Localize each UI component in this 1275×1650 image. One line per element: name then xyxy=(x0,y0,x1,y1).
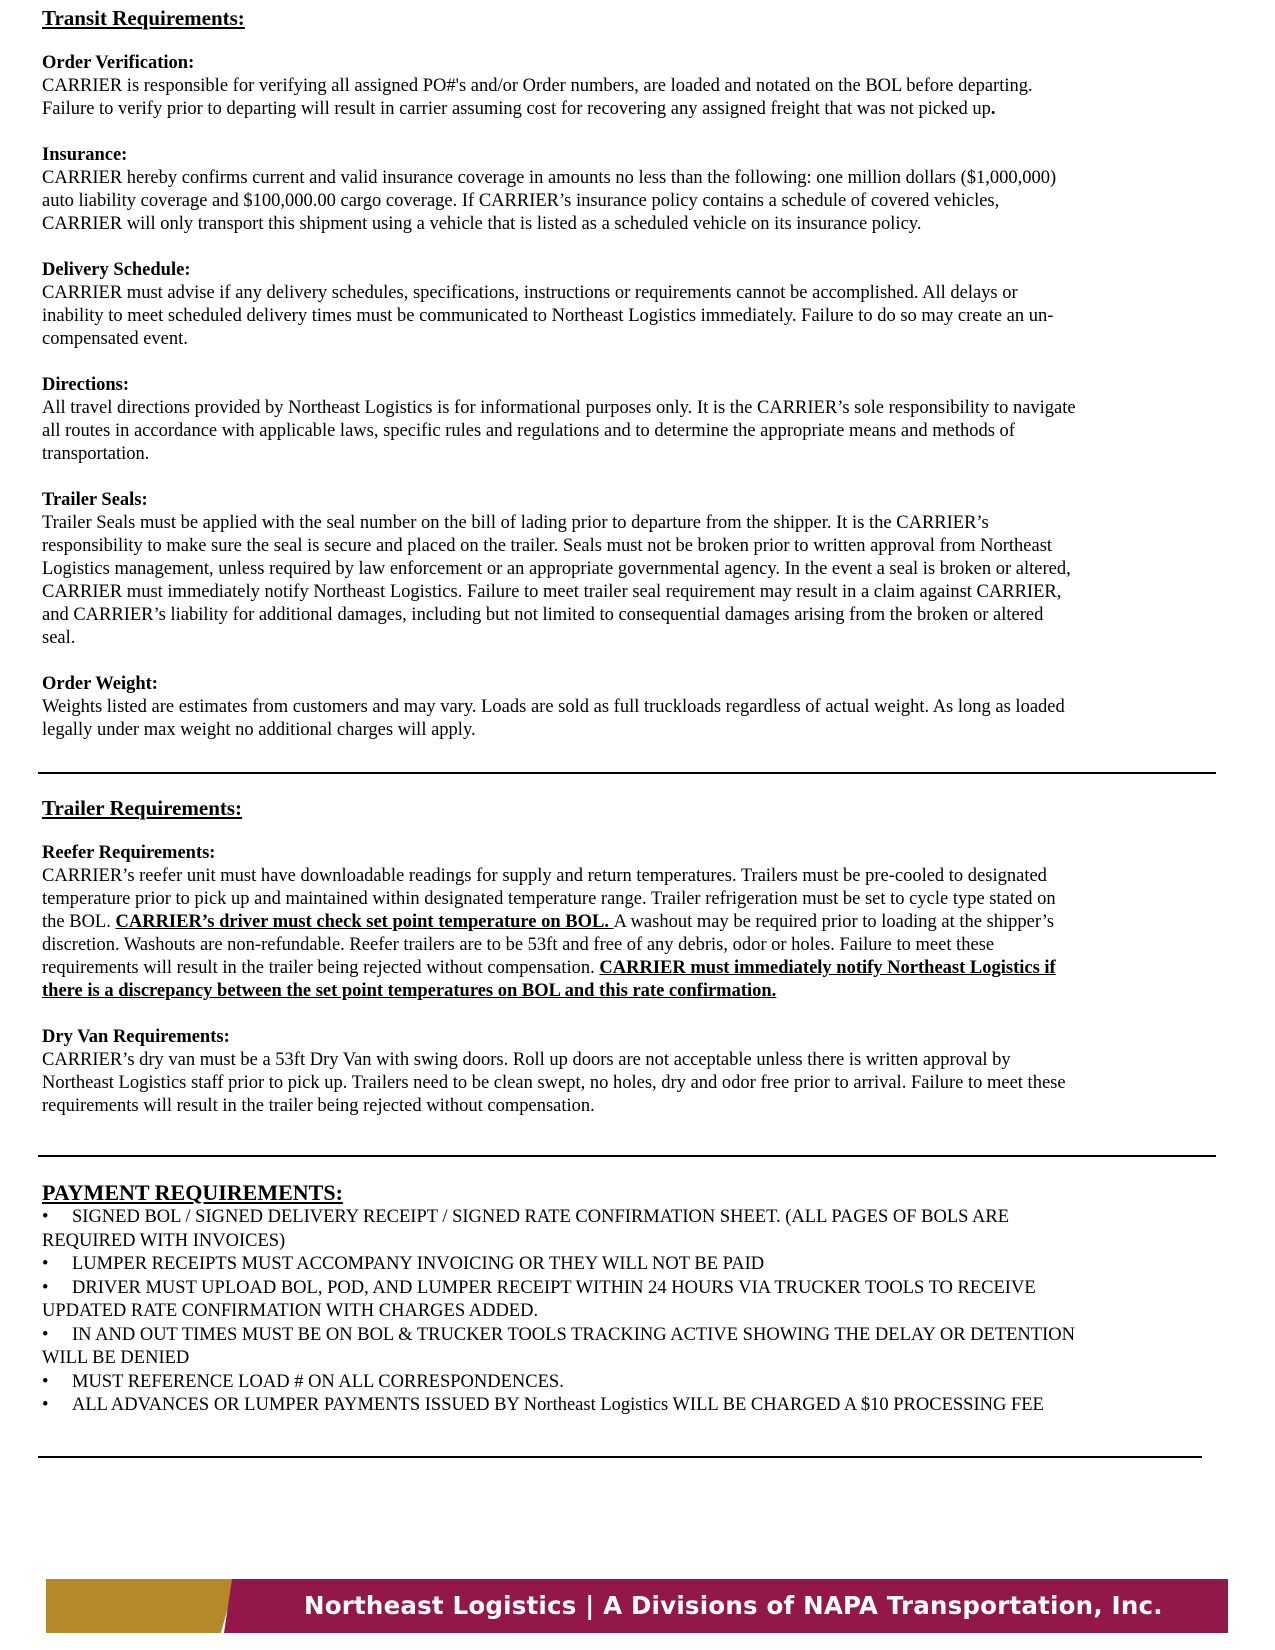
reefer-emphasis: CARRIER must immediately notify Northeast Logistics if xyxy=(599,958,1056,978)
payment-item-text: MUST REFERENCE LOAD # ON ALL CORRESPONDENCES. xyxy=(72,1371,564,1392)
insurance-text xyxy=(42,167,1222,236)
insurance-line: CARRIER will only transport this shipment using a vehicle that is listed as a scheduled vehicle on its insurance policy. xyxy=(42,214,922,234)
reefer-text xyxy=(42,865,1222,1003)
payment-title xyxy=(42,1180,1222,1206)
payment-item xyxy=(42,1394,1222,1418)
bullet-icon: • xyxy=(42,1324,49,1345)
payment-title-text: PAYMENT REQUIREMENTS xyxy=(42,1180,336,1205)
trailer-seals-line: seal. xyxy=(42,628,76,648)
transit-section xyxy=(42,6,1222,742)
directions-line: all routes in accordance with applicable laws, specific rules and regulations and to determine the appropriate means and methods of xyxy=(42,421,1015,441)
section-divider xyxy=(38,1155,1216,1157)
payment-item xyxy=(42,1206,1222,1253)
order-verification-line: Failure to verify prior to departing will result in carrier assuming cost for recovering any assigned freight that was not picked up xyxy=(42,99,991,119)
payment-item xyxy=(42,1253,1222,1277)
trailer-seals-line: Logistics management, unless required by law enforcement or an appropriate governmental agency. In the event a seal is broken or altered, xyxy=(42,559,1071,579)
payment-item-text: WILL BE DENIED xyxy=(42,1348,190,1368)
reefer-heading: Reefer Requirements: xyxy=(42,843,216,863)
dry-van-line: Northeast Logistics staff prior to pick up. Trailers need to be clean swept, no holes, dry and odor free prior to arrival. Failure to meet these xyxy=(42,1073,1066,1093)
payment-item-text: LUMPER RECEIPTS MUST ACCOMPANY INVOICING OR THEY WILL NOT BE PAID xyxy=(72,1254,765,1274)
delivery-schedule-line: CARRIER must advise if any delivery schedules, specifications, instructions or requirements cannot be accomplished. All delays or xyxy=(42,283,1018,303)
insurance-line: CARRIER hereby confirms current and valid insurance coverage in amounts no less than the following: one million dollars ($1,000,000) xyxy=(42,168,1057,188)
payment-item xyxy=(42,1371,1222,1395)
payment-list xyxy=(42,1206,1222,1418)
bullet-icon: • xyxy=(42,1207,49,1227)
trailer-seals-line: Trailer Seals must be applied with the seal number on the bill of lading prior to departure from the shipper. It is the CARRIER’s xyxy=(42,513,989,533)
trailer-seals-line: responsibility to make sure the seal is secure and placed on the trailer. Seals must not be broken prior to written approval from Northeast xyxy=(42,536,1053,556)
payment-item-text: SIGNED BOL / SIGNED DELIVERY RECEIPT / SIGNED RATE CONFIRMATION SHEET. (ALL PAGES OF BOLS ARE xyxy=(72,1207,1010,1227)
insurance-heading: Insurance: xyxy=(42,145,128,165)
section-divider xyxy=(38,772,1216,774)
payment-item-text: UPDATED RATE CONFIRMATION WITH CHARGES ADDED. xyxy=(42,1301,539,1321)
order-weight-text xyxy=(42,696,1222,742)
bullet-icon: • xyxy=(42,1254,49,1274)
trailer-seals-line: CARRIER must immediately notify Northeast Logistics. Failure to meet trailer seal requirement may result in a claim against CARRIER, xyxy=(42,582,1062,602)
footer-gold-stripe xyxy=(46,1579,236,1633)
payment-item-text: DRIVER MUST UPLOAD BOL, POD, AND LUMPER RECEIPT WITHIN 24 HOURS VIA TRUCKER TOOLS TO RECEIVE xyxy=(72,1277,1036,1298)
reefer-emphasis: there is a discrepancy between the set point temperatures on BOL and this rate confirmation. xyxy=(42,981,777,1001)
order-weight-line: legally under max weight no additional charges will apply. xyxy=(42,720,476,740)
payment-title-colon: : xyxy=(335,1180,343,1205)
payment-item-text: REQUIRED WITH INVOICES) xyxy=(42,1230,286,1251)
dry-van-heading: Dry Van Requirements: xyxy=(42,1027,230,1047)
directions-line: transportation. xyxy=(42,444,150,464)
insurance-line: auto liability coverage and $100,000.00 cargo coverage. If CARRIER’s insurance policy contains a schedule of covered vehicles, xyxy=(42,191,1000,211)
reefer-line: the BOL. xyxy=(42,912,116,932)
dry-van-line: CARRIER’s dry van must be a 53ft Dry Van with swing doors. Roll up doors are not acceptable unless there is written approval by xyxy=(42,1050,1011,1070)
transit-title: Transit Requirements: xyxy=(42,6,245,30)
reefer-line: CARRIER’s reefer unit must have downloadable readings for supply and return temperatures. Trailers must be pre-cooled to designated xyxy=(42,866,1047,886)
payment-item xyxy=(42,1324,1222,1371)
trailer-seals-line: and CARRIER’s liability for additional damages, including but not limited to consequential damages arising from the broken or altered xyxy=(42,605,1044,625)
directions-heading: Directions: xyxy=(42,375,129,395)
trailer-seals-heading: Trailer Seals: xyxy=(42,490,148,510)
payment-item-text: ALL ADVANCES OR LUMPER PAYMENTS ISSUED BY Northeast Logistics WILL BE CHARGED A $10 PROCESSING FEE xyxy=(72,1395,1044,1415)
dry-van-line: requirements will result in the trailer being rejected without compensation. xyxy=(42,1096,595,1116)
directions-line: All travel directions provided by Northeast Logistics is for informational purposes only. It is the CARRIER’s sole responsibility to navigate xyxy=(42,398,1076,418)
order-verification-text xyxy=(42,75,1222,121)
payment-section xyxy=(42,1180,1222,1418)
trailer-section xyxy=(42,796,1222,1118)
payment-item xyxy=(42,1277,1222,1324)
order-weight-heading: Order Weight: xyxy=(42,674,158,694)
reefer-line: discretion. Washouts are non-refundable. Reefer trailers are to be 53ft and free of any debris, odor or holes. Failure to meet these xyxy=(42,935,995,955)
order-verification-heading: Order Verification: xyxy=(42,53,195,73)
directions-text xyxy=(42,397,1222,466)
payment-item-text: IN AND OUT TIMES MUST BE ON BOL & TRUCKER TOOLS TRACKING ACTIVE SHOWING THE DELAY OR DETENTION xyxy=(72,1324,1075,1345)
footer-text: Northeast Logistics | A Divisions of NAPA Transportation, Inc. xyxy=(304,1591,1163,1620)
order-weight-line: Weights listed are estimates from customers and may vary. Loads are sold as full truckloads regardless of actual weight. As long as loaded xyxy=(42,697,1065,717)
bullet-icon: • xyxy=(42,1277,49,1298)
delivery-schedule-heading: Delivery Schedule: xyxy=(42,260,191,280)
bullet-icon: • xyxy=(42,1395,49,1415)
order-verification-period: . xyxy=(990,99,996,119)
footer-banner xyxy=(46,1579,1228,1633)
bullet-icon: • xyxy=(42,1371,49,1392)
reefer-line: A washout may be required prior to loading at the shipper’s xyxy=(613,912,1055,932)
trailer-seals-text xyxy=(42,512,1222,650)
trailer-title: Trailer Requirements: xyxy=(42,796,243,820)
section-divider xyxy=(38,1456,1202,1458)
delivery-schedule-line: compensated event. xyxy=(42,329,188,349)
delivery-schedule-text xyxy=(42,282,1222,351)
reefer-emphasis: CARRIER’s driver must check set point temperature on BOL. xyxy=(115,912,614,932)
dry-van-text xyxy=(42,1049,1222,1118)
order-verification-line: CARRIER is responsible for verifying all assigned PO#'s and/or Order numbers, are loaded and notated on the BOL before departing. xyxy=(42,76,1033,96)
delivery-schedule-line: inability to meet scheduled delivery times must be communicated to Northeast Logistics immediately. Failure to do so may create an un- xyxy=(42,306,1054,326)
reefer-line: temperature prior to pick up and maintained within designated temperature range. Trailer refrigeration must be set to cycle type stated on xyxy=(42,889,1056,909)
reefer-line: requirements will result in the trailer being rejected without compensation. xyxy=(42,958,600,978)
